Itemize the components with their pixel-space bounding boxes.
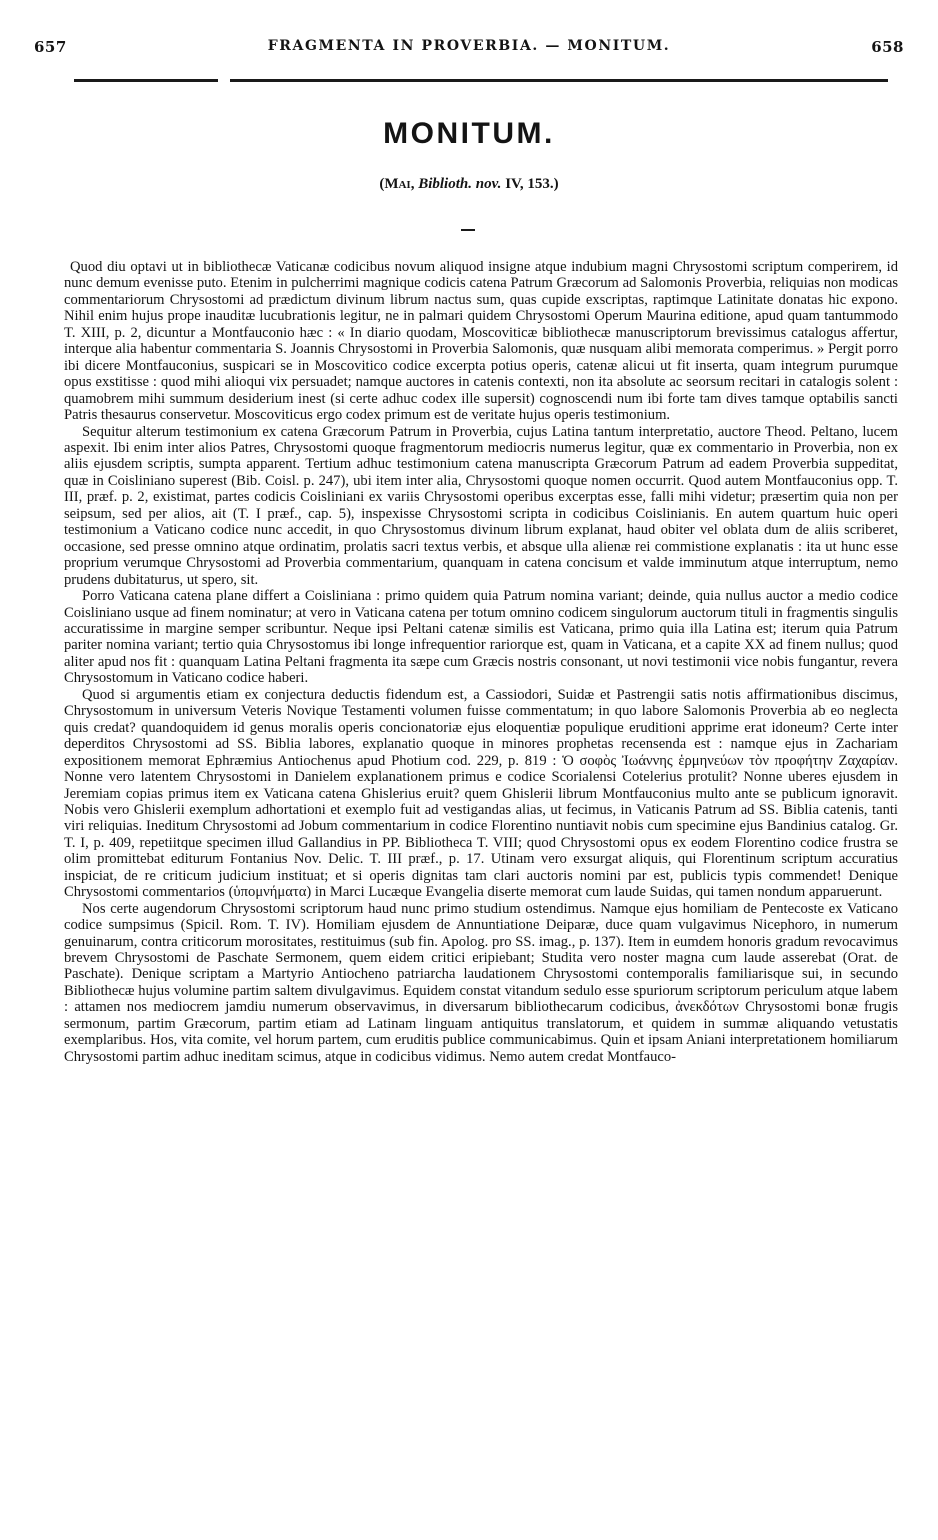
separator-dash: [461, 229, 475, 231]
section-heading: MONITUM.: [383, 117, 555, 150]
page-number-left: 657: [34, 38, 67, 56]
paragraph: Quod diu optavi ut in bibliothecæ Vaticanæ codicibus novum aliquod insigne atque indubium magni Chrysostomi scriptum comperirem, id nunc demum evenisse puto. Etenim in pulcherrimi magnique codicis catena Patrum Græcorum ad Salomonis Proverbia, reliquias non modicas commentariorum Chrysostomi ad prædictum divinum librum nactus sum, quas cupide exscriptas, raptimque Latinitate donatas hic expono. Nihil enim hujus prope inauditæ lucubrationis legitur, ne in palmari quidem Chrysostomi Operum Maurina editione, apud quam tantummodo T. XIII, p. 2, dicuntur a Montfauconio hæc : « In diario quodam, Moscoviticæ bibliothecæ manuscriptorum brevissimus catalogus affertur, interque alia habentur commentaria S. Joannis Chrysostomi in Proverbia Salomonis, quæ nusquam alibi memorata comperimus. » Pergit porro ibi dicere Montfauconius, suspicari se in Moscovitico codice excerpta potius operis, catenæ alicui ut fit inserta, quam integrum purumque opus exstitisse : quod mihi alioqui vix persuadet; namque auctores in catenis contexti, non ita absolute ac seorsum recitari in catalogis solent : quamobrem mihi summum desiderium inest (si certe adhuc codex ille supersit) cognoscendi num ibi forte tam dives tamque optabilis sancti Patris thesaurus conservetur. Moscoviticus ergo codex primum est de veritate hujus operis testimonium.: [64, 259, 898, 424]
source-citation: (Mai, Biblioth. nov. IV, 153.): [379, 176, 559, 192]
paragraph: Sequitur alterum testimonium ex catena Græcorum Patrum in Proverbia, cujus Latina tantum interpretatio, auctore Theod. Peltano, lucem aspexit. Ibi enim inter alios Patres, Chrysostomi quoque fragmentorum mediocris numerus legitur, quæ ex commentario in Proverbia, non ex aliis ejusdem scriptis, sumpta apparent. Tertium adhuc testimonium catena manuscripta Græcorum Patrum ad eadem Proverbia suppeditat, quæ in Coisliniano superest (Bib. Coisl. p. 247), ubi item inter alia, Chrysostomi quoque nomen occurrit. Quod autem Montfauconius opp. T. III, præf. p. 2, existimat, partes codicis Coisliniani ex variis Chrysostomi operibus excerptas esse, falli mihi videtur; præsertim quia non per seipsum, sed per alios, ait (T. I præf., cap. 5), inspexisse Chrysostomi scripta in codicibus Coislinianis. En autem quartum huic operi testimonium a Vaticano codice nunc accedit, in quo Chrysostomus divinum librum explanat, haud obiter vel oblata dum de aliis scriberet, occasione, sed presse omnino atque ordinatim, prolatis sacri textus verbis, et absque ulla alienæ rei commistione explanatis : ita ut hunc esse proprium verumque Chrysostomi ad Proverbia commentarium, quanquam in catena concisum et valde imminutum atque interruptum, nemo prudens dubitaturus, ut spero, sit.: [64, 423, 898, 588]
source-author: Mai: [384, 176, 411, 192]
paragraph: Porro Vaticana catena plane differt a Coisliniana : primo quidem quia Patrum nomina variant; deinde, quia nullus auctor a medio codice Coisliniano usque ad finem nominatur; at vero in Vaticana catena per totum omnino codicem singulorum auctorum tituli in fragmentis singulis accuratissime in margine semper scribuntur. Neque ipsi Peltani catenæ similis est Vaticana, primo quia illa Latina est; iterum quia Patrum pariter nomina variant; tertio quia Chrysostomus ibi longe infrequentior rariorque est, quam in Vaticana, et a capite XX ad finem nullus; quod aliter apud nos fit : quanquam Latina Peltani fragmenta ita sæpe cum Græcis nostris consonant, ut novi testimonii vice nobis fungantur, revera Chrysostomum in Vaticano codice haberi.: [64, 588, 898, 687]
header-rule-right: [230, 79, 888, 82]
running-title: FRAGMENTA IN PROVERBIA. — MONITUM.: [267, 38, 671, 54]
header-rule-left: [74, 79, 218, 82]
source-open-paren: (: [379, 176, 385, 192]
page-number-right: 658: [871, 38, 904, 56]
source-reference: IV, 153.): [505, 176, 559, 192]
source-work: Biblioth. nov.: [418, 176, 502, 192]
body-text: [64, 259, 898, 1065]
paragraph: Quod si argumentis etiam ex conjectura deductis fidendum est, a Cassiodori, Suidæ et Pastrengii satis notis affirmationibus discimus, Chrysostomum in universum Veteris Novique Testamenti volumen fuisse commentatum; in quo labore Salomonis Proverbia ab eo neglecta quis credat? quandoquidem id genus moralis operis concionatoriæ ejus eloquentiæ populique eruditioni apprime erat idoneum? Certe inter deperditos Chrysostomi ad SS. Biblia labores, explanatio quoque in minores prophetas recensenda est : namque ejus in Zachariam expositionem memorat Ephræmius Antiochenus apud Photium cod. 229, p. 819 : Ὁ σοφὸς Ἰωάννης ἑρμηνεύων τὸν προφήτην Ζαχαρίαν. Nonne vero latentem Chrysostomi in Danielem explanationem primus e codice Scorialensi Cotelerius protulit? Nonne uberes ejusdem in Jeremiam copias primus item ex Vaticana catena Ghislerius eruit? quem Ghislerii librum Montfauconius multo ante se publicum ignoravit. Nobis vero Ghislerii exemplum adhortationi et exemplo fuit ad vestigandas alias, ut fecimus, in Vaticanis Patrum ad SS. Biblia catenis, tanti viri reliquias. Ineditum Chrysostomi ad Jobum commentarium in codice Florentino nuntiavit nobis cum specimine ejus Bandinius catalog. Gr. T. I, p. 409, repetiitque specimen illud Gallandius in PP. Bibliotheca T. VIII; quod Chrysostomi opus ex eodem Florentino codice frustra se olim promittebat editurum Fontanius Nov. Delic. T. III præf., p. 17. Utinam vero exsurgat aliquis, qui Florentinum scriptum accuratius inspiciat, de re criticum judicium instituat; et si operis dignitas tam clari auctoris nomini par est, publicis typis commendet! Denique Chrysostomi commentarios (ὑπομνήματα) in Marci Lucæque Evangelia diserte memorat cum laude Suidas, qui tamen nondum apparuerunt.: [64, 686, 898, 901]
running-head: [34, 38, 904, 60]
paragraph: Nos certe augendorum Chrysostomi scriptorum haud nunc primo studium ostendimus. Namque ejus homiliam de Pentecoste ex Vaticano codice sumpsimus (Spicil. Rom. T. IV). Homiliam ejusdem de Annuntiatione Deiparæ, duce quam vulgavimus Nicephoro, in numerum genuinarum, contra criticorum morositates, restituimus (sub fin. Apolog. pro SS. imag., p. 137). Item in eumdem honoris gradum revocavimus brevem Chrysostomi de Paschate Sermonem, quem eidem critici eripiebant; Studita vero noster magna cum laude asserebat (Orat. de Paschate). Denique scriptam a Martyrio Antiocheno patriarcha laudationem Chrysostomi contemporalis familiarisque sui, in secundo Bibliothecæ hujus volumine partim saltem divulgavimus. Equidem constat vitandum sedulo esse spuriorum scriptorum periculum atque labem : attamen nos mediocrem jamdiu numerum observavimus, in diversarum bibliothecarum codicibus, ἀνεκδότων Chrysostomi bonæ frugis sermonum, partim Græcorum, partim etiam ad Latinam linguam antiquitus translatorum, et quidem in summæ aliquando vetustatis exemplaribus. Hos, vita comite, vel horum partem, cum eruditis publice communicabimus. Quin et ipsam Aniani interpretationem homiliarum Chrysostomi partim adhuc ineditam scimus, atque in codicibus vidimus. Nemo autem credat Montfauco-: [64, 900, 898, 1065]
